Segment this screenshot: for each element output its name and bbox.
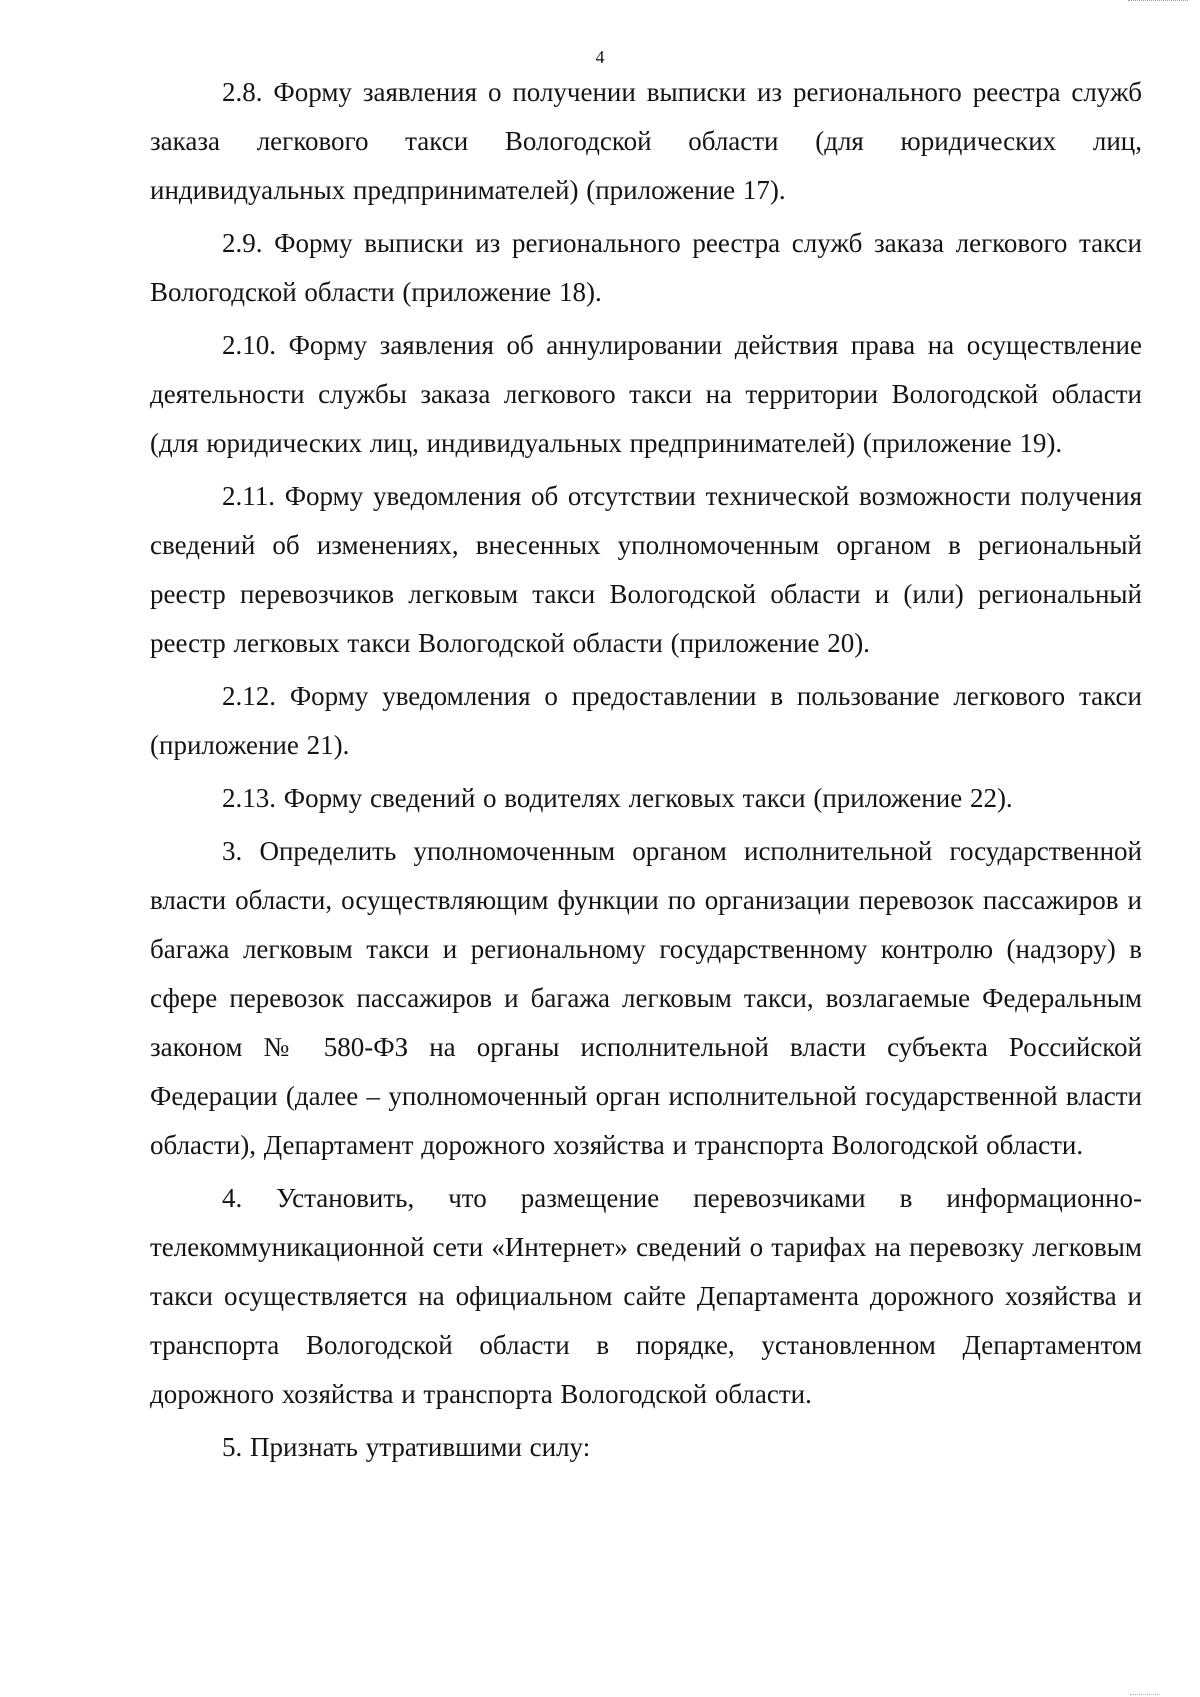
paragraph-4: 4. Установить, что размещение перевозчиками в информационно-телекоммуникационной сети «Интернет» сведений о тарифах на перевозку легковым такси осуществляется на официальном сайте Департамента дорожного хозяйства и транспорта Вологодской области в порядке, установленном Департаментом дорожного хозяйства и транспорта Вологодской области. xyxy=(150,1183,1142,1409)
paragraph-5: 5. Признать утратившими силу: xyxy=(222,1432,591,1462)
paragraph-2-9: 2.9. Форму выписки из регионального реестра служб заказа легкового такси Вологодской области (приложение 18). xyxy=(150,228,1142,307)
scan-mark-top xyxy=(1128,0,1188,5)
paragraph-2-12: 2.12. Форму уведомления о предоставлении в пользование легкового такси (приложение 21). xyxy=(150,681,1142,760)
paragraph-2-10: 2.10. Форму заявления об аннулировании действия права на осуществление деятельности службы заказа легкового такси на территории Вологодской области (для юридических лиц, индивидуальных предпринимателей) (приложение 19). xyxy=(150,330,1142,458)
page-number: 4 xyxy=(595,47,605,67)
scan-mark-bottom xyxy=(1130,1691,1160,1695)
paragraph-3: 3. Определить уполномоченным органом исполнительной государственной власти области, осуществляющим функции по организации перевозок пассажиров и багажа легковым такси и региональному государственному контролю (надзору) в сфере перевозок пассажиров и багажа легковым такси, возлагаемые Федеральным законом № 580-ФЗ на органы исполнительной власти субъекта Российской Федерации (далее – уполномоченный орган исполнительной государственной власти области), Департамент дорожного хозяйства и транспорта Вологодской области. xyxy=(150,836,1142,1160)
paragraph-2-8: 2.8. Форму заявления о получении выписки из регионального реестра служб заказа легкового такси Вологодской области (для юридических лиц, индивидуальных предпринимателей) (приложение 17). xyxy=(150,77,1142,205)
document-body xyxy=(150,68,1142,1476)
paragraph-2-11: 2.11. Форму уведомления об отсутствии технической возможности получения сведений об изменениях, внесенных уполномоченным органом в региональный реестр перевозчиков легковым такси Вологодской области и (или) региональный реестр легковых такси Вологодской области (приложение 20). xyxy=(150,481,1142,658)
paragraph-2-13: 2.13. Форму сведений о водителях легковых такси (приложение 22). xyxy=(222,783,1013,813)
